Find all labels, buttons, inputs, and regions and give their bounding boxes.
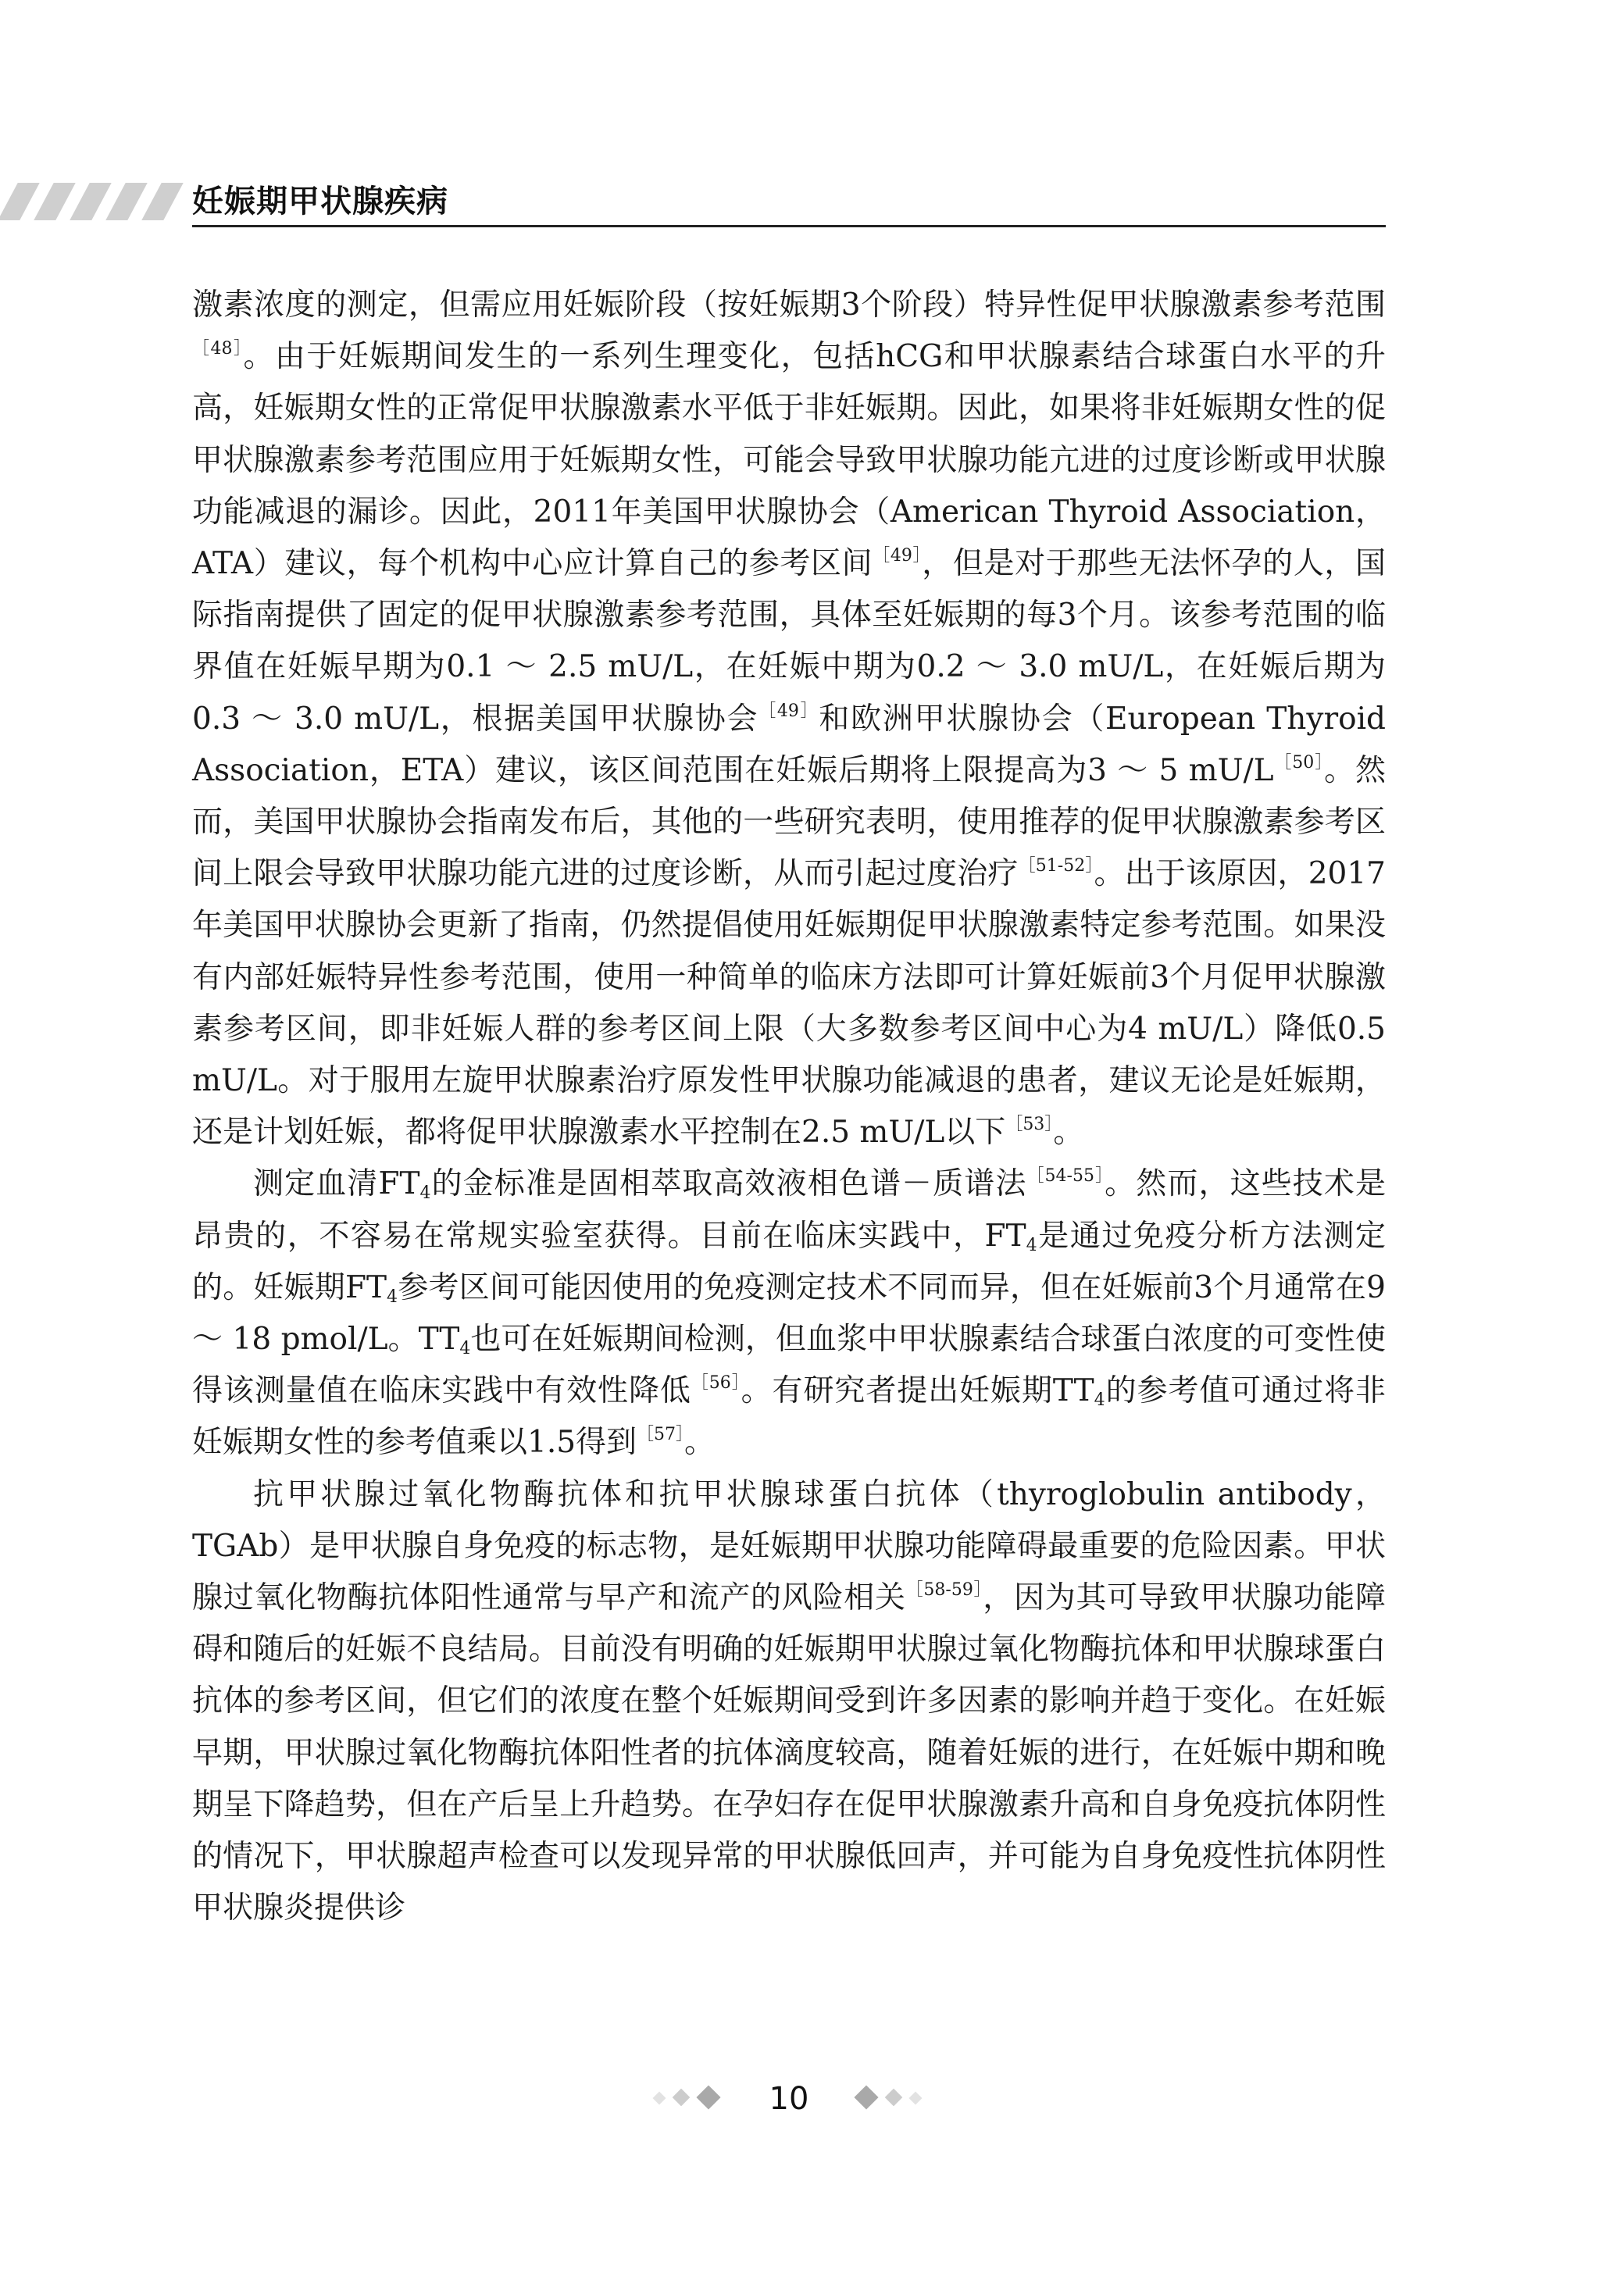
subscript: 4 [1094,1390,1105,1411]
footer-diamond-right-mid [885,2089,903,2107]
paragraph [192,1158,1386,1469]
footer-diamond-left-small [653,2092,666,2105]
paragraph [192,280,1386,1158]
citation-ref: ［49］ [758,701,819,721]
text-run: 抗甲状腺过氧化物酶抗体和抗甲状腺球蛋白抗体（thyroglobulin antibody，TGAb）是甲状腺自身免疫的标志物，是妊娠期甲状腺功能障碍最重要的危险因素。甲状腺过氧化物酶抗体阳性通常与早产和流产的风险相关 [192,1476,1386,1616]
text-run: 。然而，美国甲状腺协会指南发布后，其他的一些研究表明，使用推荐的促甲状腺激素参考区间上限会导致甲状腺功能亢进的过度诊断，从而引起过度治疗 [192,752,1386,892]
text-run: 。由于妊娠期间发生的一系列生理变化，包括hCG和甲状腺素结合球蛋白水平的升高，妊娠期女性的正常促甲状腺激素水平低于非妊娠期。因此，如果将非妊娠期女性的促甲状腺激素参考范围应用于妊娠期女性，可能会导致甲状腺功能亢进的过度诊断或甲状腺功能减退的漏诊。因此，2011年美国甲状腺协会（American Thyroid Association，ATA）建议，每个机构中心应计算自己的参考区间 [192,339,1386,582]
text-run: 。 [684,1425,716,1461]
text-run: 。出于该原因，2017年美国甲状腺协会更新了指南，仍然提倡使用妊娠期促甲状腺激素特定参考范围。如果没有内部妊娠特异性参考范围，使用一种简单的临床方法即可计算妊娠前3个月促甲状腺激素参考区间，即非妊娠人群的参考区间上限（大多数参考区间中心为4 mU/L）降低0.5 mU/L。对于服用左旋甲状腺素治疗原发性甲状腺功能减退的患者，建议无论是妊娠期，还是计划妊娠，都将促甲状腺激素水平控制在2.5 mU/L以下 [192,856,1386,1151]
text-run: 的参考值可通过将非妊娠期女性的参考值乘以1.5得到 [192,1373,1386,1461]
paragraph [192,1469,1386,1935]
citation-ref: ［53］ [1005,1115,1054,1135]
footer-diamond-left-mid [673,2089,691,2107]
text-run: 。有研究者提出妊娠期TT [741,1373,1094,1409]
citation-ref: ［54-55］ [1026,1166,1105,1187]
text-run: ，但是对于那些无法怀孕的人，国际指南提供了固定的促甲状腺激素参考范围，具体至妊娠期的每3个月。该参考范围的临界值在妊娠早期为0.1 ～ 2.5 mU/L，在妊娠中期为0.2 ～ 3.0 mU/L，在妊娠后期为0.3 ～ 3.0 mU/L，根据美国甲状腺协会 [192,546,1386,737]
citation-ref: ［50］ [1273,752,1325,773]
text-run: 的金标准是固相萃取高效液相色谱－质谱法 [430,1166,1027,1202]
footer-diamond-right-large [854,2085,878,2109]
citation-ref: ［56］ [691,1373,741,1394]
citation-ref: ［49］ [873,546,923,566]
page-header [0,172,1624,234]
subscript: 4 [419,1183,431,1204]
header-rule [192,225,1386,227]
subscript: 4 [459,1339,471,1359]
subscript: 4 [387,1287,398,1307]
text-run: 是通过免疫分析方法测定的。妊娠期FT [192,1218,1386,1305]
text-run: 参考区间可能因使用的免疫测定技术不同而异，但在妊娠前3个月通常在9 ～ 18 pmol/L。TT [192,1269,1386,1358]
text-run: ，因为其可导致甲状腺功能障碍和随后的妊娠不良结局。目前没有明确的妊娠期甲状腺过氧化物酶抗体和甲状腺球蛋白抗体的参考区间，但它们的浓度在整个妊娠期间受到许多因素的影响并趋于变化。在妊娠早期，甲状腺过氧化物酶抗体阳性者的抗体滴度较高，随着妊娠的进行，在妊娠中期和晚期呈下降趋势，但在产后呈上升趋势。在孕妇存在促甲状腺激素升高和自身免疫抗体阴性的情况下，甲状腺超声检查可以发现异常的甲状腺低回声，并可能为自身免疫性抗体阴性甲状腺炎提供诊 [192,1580,1386,1926]
header-stripe-decoration [0,183,187,220]
citation-ref: ［57］ [637,1425,685,1445]
footer-diamond-left-large [696,2085,720,2109]
page-number: 10 [769,2081,809,2117]
text-run: 。然而，这些技术是昂贵的，不容易在常规实验室获得。目前在临床实践中，FT [192,1166,1386,1254]
citation-ref: ［48］ [192,339,244,359]
footer-diamond-right-small [909,2092,923,2105]
text-run: 也可在妊娠期间检测，但血浆中甲状腺素结合球蛋白浓度的可变性使得该测量值在临床实践中有效性降低 [192,1322,1386,1409]
subscript: 4 [1026,1235,1037,1255]
body-text [192,280,1386,1935]
text-run: 。 [1053,1115,1084,1151]
text-run: 和欧洲甲状腺协会（European Thyroid Association，ETA）建议，该区间范围在妊娠后期将上限提高为3 ～ 5 mU/L [192,701,1387,788]
running-title: 妊娠期甲状腺疾病 [192,184,448,220]
text-run: 测定血清FT [253,1166,420,1202]
text-run: 激素浓度的测定，但需应用妊娠阶段（按妊娠期3个阶段）特异性促甲状腺激素参考范围 [192,287,1386,323]
citation-ref: ［58-59］ [905,1580,983,1601]
page-footer [0,2078,1624,2125]
citation-ref: ［51-52］ [1018,856,1094,876]
